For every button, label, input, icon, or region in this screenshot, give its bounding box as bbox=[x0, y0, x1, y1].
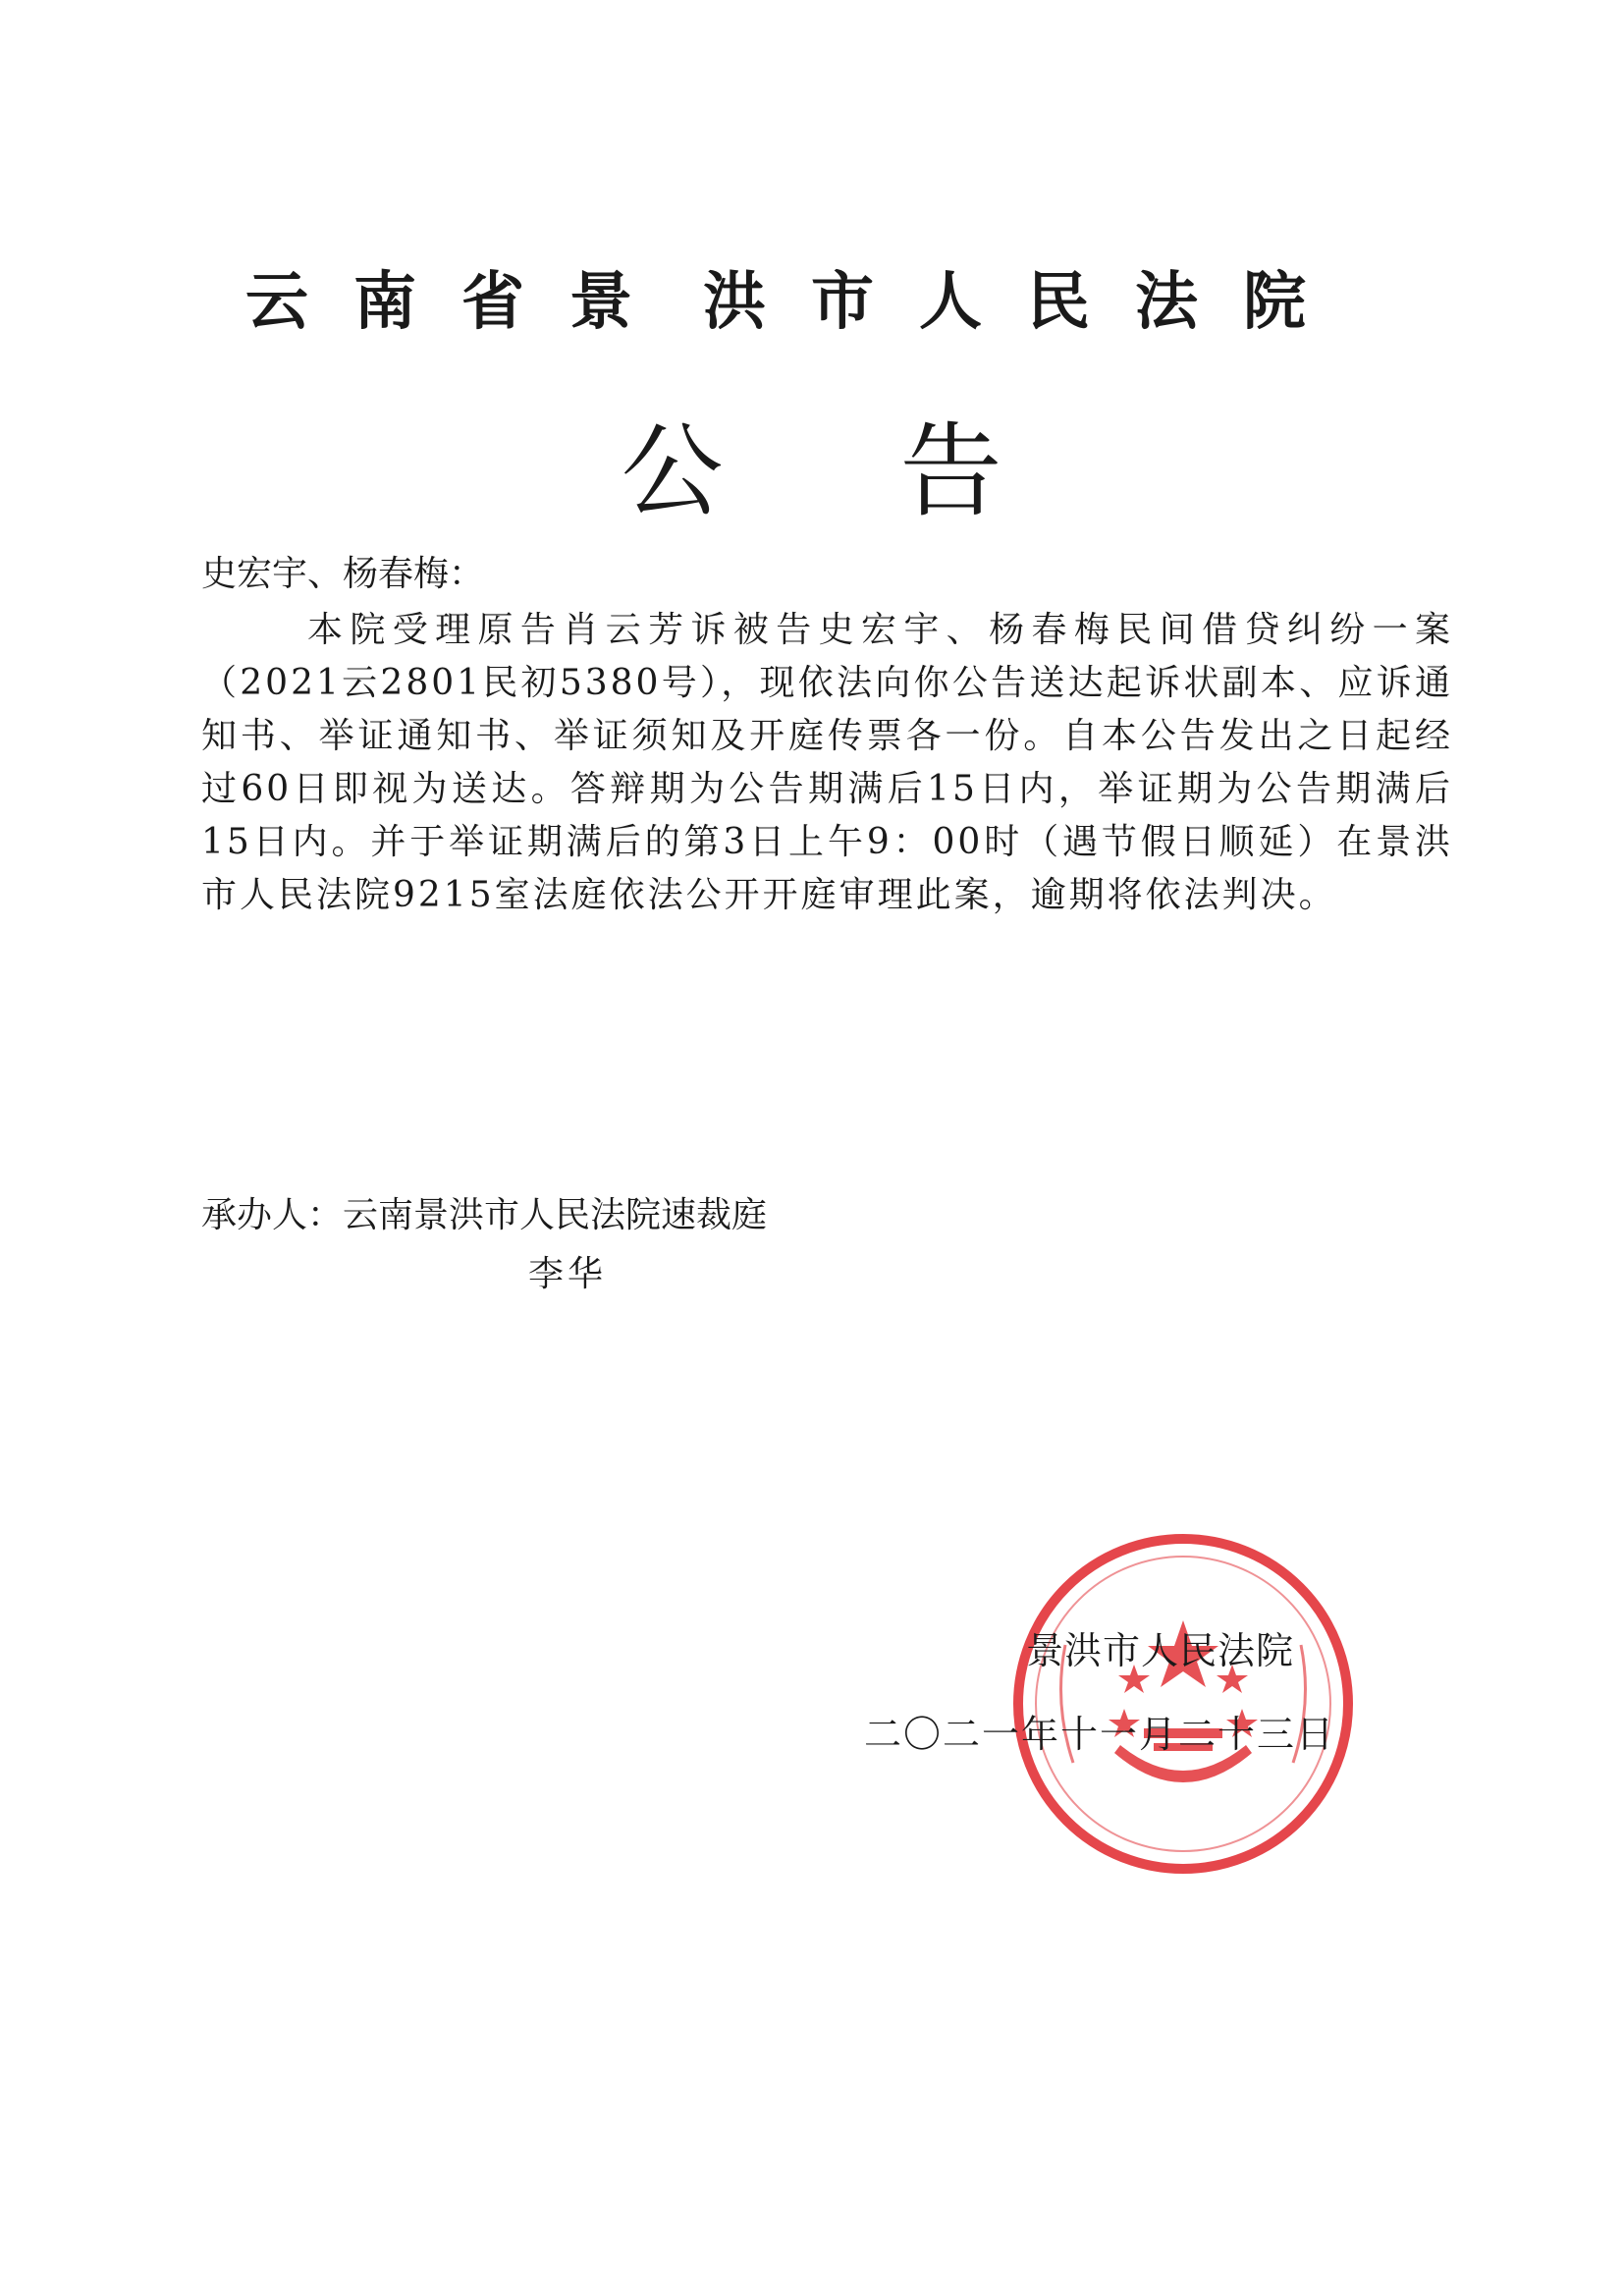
document-title-char: 公 bbox=[621, 411, 724, 531]
court-name-char: 法 bbox=[1135, 265, 1200, 339]
handler-line: 承办人：云南景洪市人民法院速裁庭 bbox=[201, 1195, 768, 1235]
court-name-char: 院 bbox=[1243, 265, 1308, 339]
court-name-char: 民 bbox=[1027, 265, 1092, 339]
handler-name: 李华 bbox=[528, 1254, 608, 1294]
court-name-heading bbox=[245, 263, 1463, 342]
court-name-char: 人 bbox=[919, 265, 984, 339]
document-title bbox=[0, 412, 1623, 530]
issue-date: 二〇二一年十一月二十三日 bbox=[864, 1713, 1336, 1756]
court-seal-icon bbox=[1006, 1527, 1360, 1881]
court-name-char: 省 bbox=[461, 265, 526, 339]
court-name-char: 景 bbox=[569, 265, 634, 339]
court-name-char: 南 bbox=[353, 265, 418, 339]
document-title-char: 告 bbox=[899, 411, 1002, 531]
notice-body: 本院受理原告肖云芳诉被告史宏宇、杨春梅民间借贷纠纷一案（2021云2801民初5380号），现依法向你公告送达起诉状副本、应诉通知书、举证通知书、举证须知及开庭传票各一份。自本公告发出之日起经过60日即视为送达。答辩期为公告期满后15日内，举证期为公告期满后15日内。并于举证期满后的第3日上午9：00时（遇节假日顺延）在景洪市人民法院9215室法庭依法公开开庭审理此案，逾期将依法判决。 bbox=[201, 610, 1453, 915]
recipients-line: 史宏宇、杨春梅： bbox=[201, 554, 485, 594]
issuer-name: 景洪市人民法院 bbox=[1026, 1629, 1295, 1672]
court-name-char: 市 bbox=[811, 265, 876, 339]
court-name-char: 洪 bbox=[703, 265, 768, 339]
court-name-char: 云 bbox=[245, 265, 310, 339]
